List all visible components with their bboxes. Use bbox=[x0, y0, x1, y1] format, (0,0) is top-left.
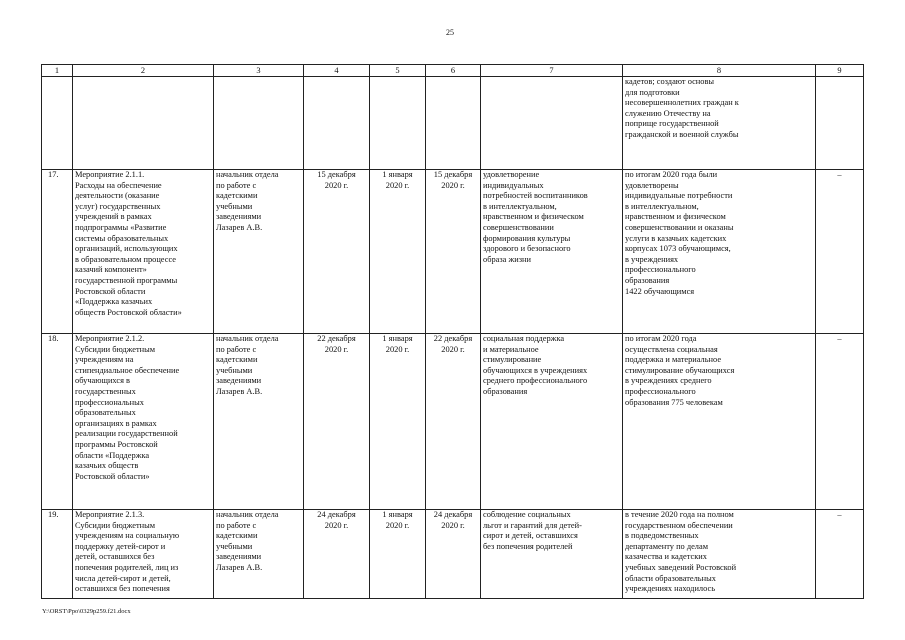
end-date-cell: 24 декабря 2020 г. bbox=[426, 510, 481, 599]
col-header: 2 bbox=[73, 65, 214, 77]
col-header: 8 bbox=[623, 65, 816, 77]
expected-result-cell: удовлетворение индивидуальных потребностей воспитанников в интеллектуальном, нравственном и физическом совершенствовании формирования культуры здорового и безопасного образа жизни bbox=[481, 170, 623, 334]
note-cell: – bbox=[816, 334, 864, 510]
actual-result-cell: кадетов; создают основы для подготовки несовершеннолетних граждан к служению Отечеству на поприще государственной гражданской и военной службы bbox=[623, 77, 816, 170]
col-header: 7 bbox=[481, 65, 623, 77]
page-number: 25 bbox=[446, 28, 454, 37]
start-date-cell: 1 января 2020 г. bbox=[370, 510, 426, 599]
activity-name-cell: Мероприятие 2.1.1. Расходы на обеспечение деятельности (оказание услуг) государственных учреждений в рамках подпрограммы «Развитие системы образовательных организаций, использующих в образовательном процессе казачий компонент» государственной программы Ростовской области «Поддержка казачьих обществ Ростовской области» bbox=[73, 170, 214, 334]
executor-cell: начальник отдела по работе с кадетскими учебными заведениями Лазарев А.В. bbox=[214, 170, 304, 334]
col-header: 9 bbox=[816, 65, 864, 77]
actual-result-cell: по итогам 2020 года осуществлена социальная поддержка и материальное стимулирование обучающихся в учреждениях среднего профессионального образования 775 человекам bbox=[623, 334, 816, 510]
col-header: 1 bbox=[42, 65, 73, 77]
plan-date-cell: 22 декабря 2020 г. bbox=[304, 334, 370, 510]
actual-result-cell: в течение 2020 года на полном государственном обеспечении в подведомственных департаменту по делам казачества и кадетских учебных заведений Ростовской области образовательных учреждениях находилось bbox=[623, 510, 816, 599]
expected-result-cell: соблюдение социальных льгот и гарантий для детей- сирот и детей, оставшихся без попечения родителей bbox=[481, 510, 623, 599]
start-date-cell: 1 января 2020 г. bbox=[370, 334, 426, 510]
plan-date-cell: 24 декабря 2020 г. bbox=[304, 510, 370, 599]
table-row bbox=[42, 170, 864, 334]
table-row-continued bbox=[42, 77, 864, 170]
column-number-row bbox=[42, 65, 864, 77]
table-row bbox=[42, 510, 864, 599]
file-path-footer: Y:\ORST\Ppo\0329p259.f21.docx bbox=[42, 608, 131, 615]
note-cell: – bbox=[816, 510, 864, 599]
end-date-cell: 22 декабря 2020 г. bbox=[426, 334, 481, 510]
row-number: 19. bbox=[42, 510, 73, 599]
col-header: 4 bbox=[304, 65, 370, 77]
start-date-cell: 1 января 2020 г. bbox=[370, 170, 426, 334]
end-date-cell: 15 декабря 2020 г. bbox=[426, 170, 481, 334]
activity-name-cell: Мероприятие 2.1.3. Субсидии бюджетным учреждениям на социальную поддержку детей-сирот и детей, оставшихся без попечения родителей, лиц из числа детей-сирот и детей, оставшихся без попечения bbox=[73, 510, 214, 599]
col-header: 6 bbox=[426, 65, 481, 77]
report-table bbox=[41, 64, 864, 599]
activity-name-cell: Мероприятие 2.1.2. Субсидии бюджетным учреждениям на стипендиальное обеспечение обучающихся в государственных профессиональных образовательных организациях в рамках реализации государственной программы Ростовской области «Поддержка казачьих обществ Ростовской области» bbox=[73, 334, 214, 510]
col-header: 5 bbox=[370, 65, 426, 77]
expected-result-cell: социальная поддержка и материальное стимулирование обучающихся в учреждениях среднего профессионального образования bbox=[481, 334, 623, 510]
row-number: 18. bbox=[42, 334, 73, 510]
col-header: 3 bbox=[214, 65, 304, 77]
plan-date-cell: 15 декабря 2020 г. bbox=[304, 170, 370, 334]
note-cell: – bbox=[816, 170, 864, 334]
row-number: 17. bbox=[42, 170, 73, 334]
executor-cell: начальник отдела по работе с кадетскими учебными заведениями Лазарев А.В. bbox=[214, 334, 304, 510]
table-row bbox=[42, 334, 864, 510]
actual-result-cell: по итогам 2020 года были удовлетворены индивидуальные потребности в интеллектуальном, нравственном и физическом совершенствовании и оказаны услуги в казачьих кадетских корпусах 1073 обучающимся, в учреждениях профессионального образования 1422 обучающимся bbox=[623, 170, 816, 334]
executor-cell: начальник отдела по работе с кадетскими учебными заведениями Лазарев А.В. bbox=[214, 510, 304, 599]
